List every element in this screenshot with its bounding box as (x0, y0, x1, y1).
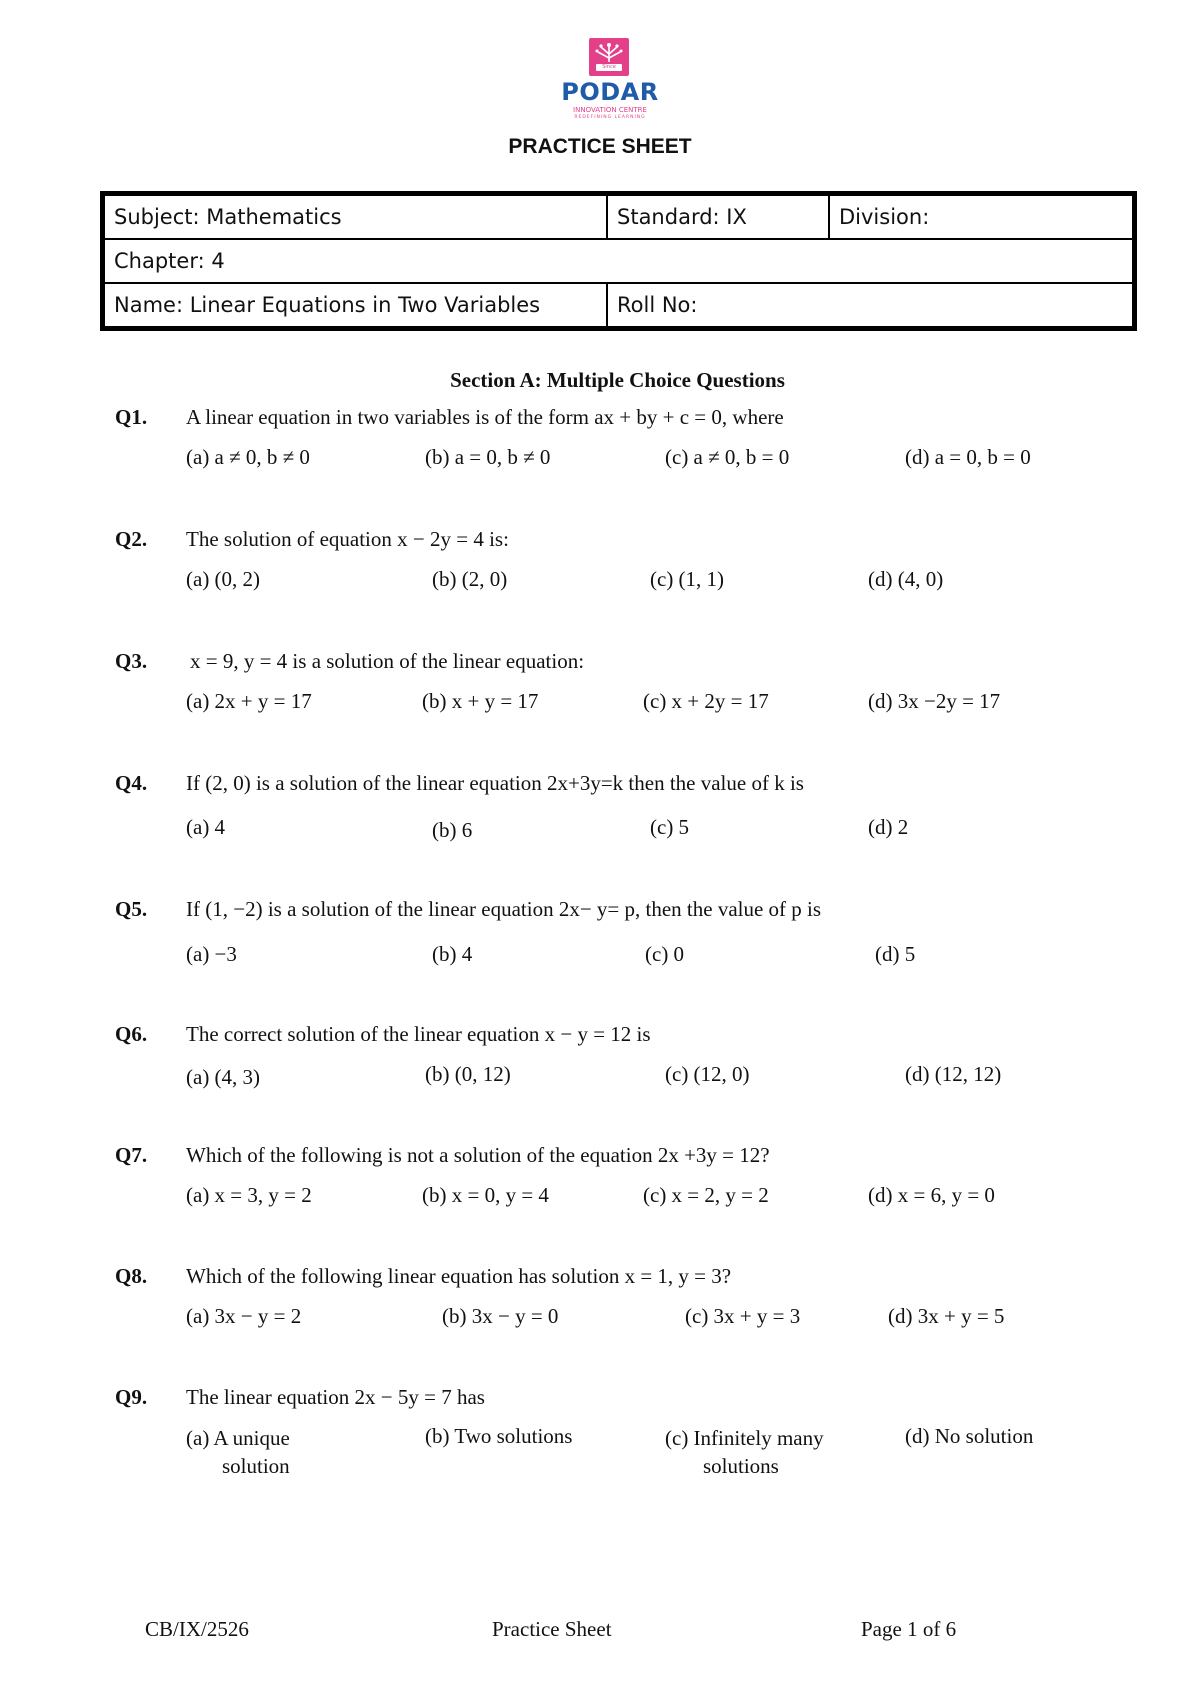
question-text: The solution of equation x − 2y = 4 is: (186, 527, 509, 551)
logo-tagline: REDEFINING LEARNING (574, 115, 646, 120)
option-b: (b) Two solutions (425, 1424, 573, 1448)
roll-no-cell: Roll No: (607, 283, 1135, 329)
question-text: Which of the following linear equation has solution x = 1, y = 3? (186, 1264, 732, 1288)
section-title: Section A: Multiple Choice Questions (450, 368, 785, 392)
option-c: (c) 3x + y = 3 (685, 1304, 801, 1328)
option-c: (c) x = 2, y = 2 (643, 1183, 769, 1207)
question-number: Q6. (115, 1022, 148, 1046)
option-b: (b) 3x − y = 0 (442, 1304, 559, 1328)
chapter-name-cell: Name: Linear Equations in Two Variables (103, 283, 608, 329)
option-d: (d) 5 (875, 942, 916, 966)
option-c: (c) a ≠ 0, b = 0 (665, 445, 790, 469)
question-text: The correct solution of the linear equation x − y = 12 is (186, 1022, 651, 1046)
option-a: (a) 2x + y = 17 (186, 689, 312, 713)
standard-cell: Standard: IX (607, 194, 829, 240)
footer-code: CB/IX/2526 (145, 1617, 249, 1641)
option-b: (b) 6 (432, 818, 473, 842)
logo-name: PODAR (561, 78, 659, 106)
question-text: x = 9, y = 4 is a solution of the linear equation: (190, 649, 585, 673)
option-a: (a) a ≠ 0, b ≠ 0 (186, 445, 310, 469)
option-d: (d) a = 0, b = 0 (905, 445, 1031, 469)
option-d: (d) (4, 0) (868, 567, 944, 591)
option-d: (d) x = 6, y = 0 (868, 1183, 995, 1207)
footer-title: Practice Sheet (492, 1617, 612, 1641)
footer-page-number: Page 1 of 6 (861, 1617, 957, 1641)
option-d: (d) 3x −2y = 17 (868, 689, 1001, 713)
question-number: Q9. (115, 1385, 148, 1409)
subject-cell: Subject: Mathematics (103, 194, 608, 240)
question-text: The linear equation 2x − 5y = 7 has (186, 1385, 485, 1409)
option-c: (c) (12, 0) (665, 1062, 750, 1086)
chapter-cell: Chapter: 4 (103, 239, 1135, 283)
question-number: Q4. (115, 771, 148, 795)
logo-subtitle: INNOVATION CENTRE (573, 106, 647, 114)
option-d: (d) 3x + y = 5 (888, 1304, 1005, 1328)
option-c: (c) x + 2y = 17 (643, 689, 769, 713)
option-d: (d) 2 (868, 815, 909, 839)
question-number: Q7. (115, 1143, 148, 1167)
option-b: (b) 4 (432, 942, 473, 966)
option-b: (b) (2, 0) (432, 567, 508, 591)
question-text: A linear equation in two variables is of the form ax + by + c = 0, where (186, 405, 784, 429)
logo-since-label: Since 1927 (596, 64, 622, 71)
option-d: (d) (12, 12) (905, 1062, 1002, 1086)
option-b: (b) x + y = 17 (422, 689, 539, 713)
option-d: (d) No solution (905, 1424, 1034, 1448)
option-a: (a) 4 (186, 815, 226, 839)
option-a: (a) (4, 3) (186, 1065, 261, 1089)
school-logo (560, 36, 670, 122)
option-c: (c) Infinitely many solutions (665, 1426, 824, 1478)
option-c: (c) 0 (645, 942, 685, 966)
sheet-title: PRACTICE SHEET (508, 135, 692, 158)
option-a: (a) A unique solution (186, 1426, 290, 1478)
question-text: Which of the following is not a solution of the equation 2x +3y = 12? (186, 1143, 770, 1167)
question-number: Q8. (115, 1264, 148, 1288)
option-c: (c) (1, 1) (650, 567, 725, 591)
question-number: Q3. (115, 649, 148, 673)
question-text: If (1, −2) is a solution of the linear equation 2x− y= p, then the value of p is (186, 897, 822, 921)
question-text: If (2, 0) is a solution of the linear equation 2x+3y=k then the value of k is (186, 771, 804, 795)
option-b: (b) (0, 12) (425, 1062, 511, 1086)
question-number: Q1. (115, 405, 148, 429)
option-c: (c) 5 (650, 815, 690, 839)
option-a: (a) 3x − y = 2 (186, 1304, 302, 1328)
option-b: (b) a = 0, b ≠ 0 (425, 445, 551, 469)
question-number: Q5. (115, 897, 148, 921)
option-b: (b) x = 0, y = 4 (422, 1183, 549, 1207)
division-cell: Division: (829, 194, 1135, 240)
option-a: (a) −3 (186, 942, 237, 966)
option-a: (a) (0, 2) (186, 567, 261, 591)
option-a: (a) x = 3, y = 2 (186, 1183, 312, 1207)
question-number: Q2. (115, 527, 148, 551)
student-info-table (100, 191, 1137, 331)
